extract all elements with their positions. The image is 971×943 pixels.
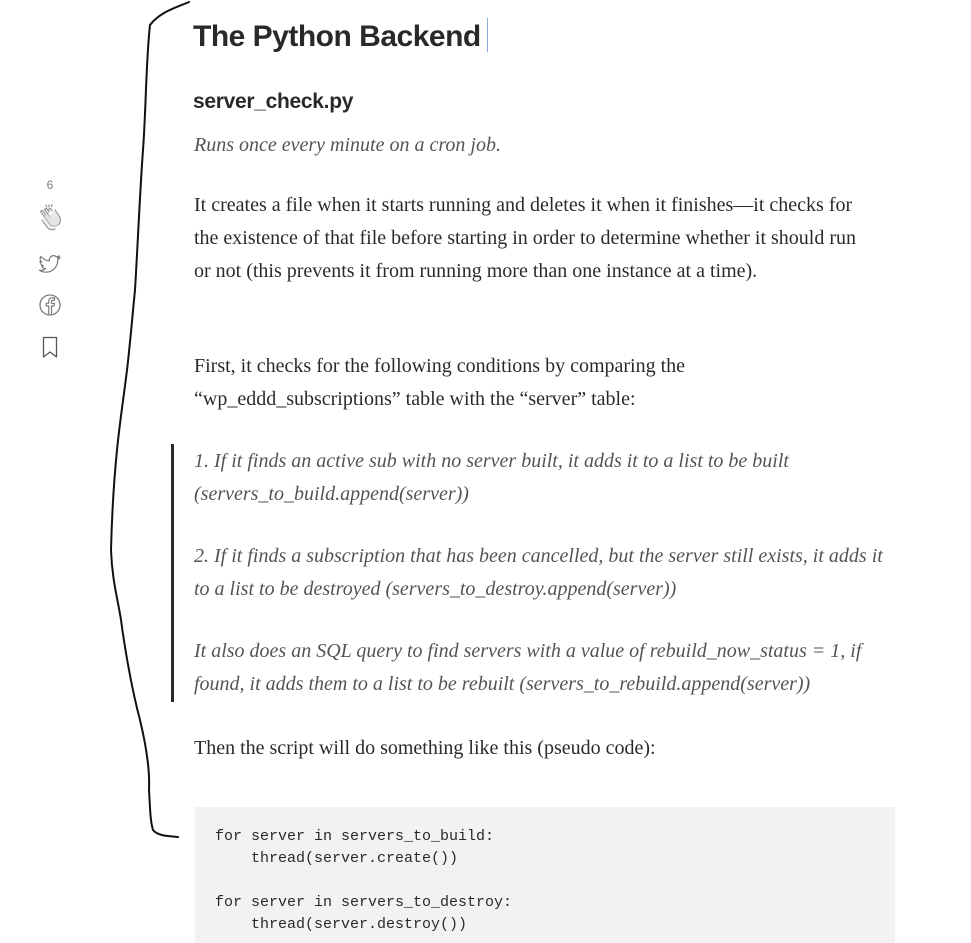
code-line: thread(server.create()) (215, 850, 459, 867)
code-line: for server in servers_to_build: (215, 828, 495, 845)
blockquote-bar (171, 444, 174, 702)
paragraph-pseudo-code: Then the script will do something like this (pseudo code): (194, 737, 656, 759)
code-line: for server in servers_to_destroy: (215, 894, 513, 911)
code-block (195, 807, 895, 943)
section-heading: server_check.py (193, 90, 354, 113)
section-subtitle: Runs once every minute on a cron job. (194, 134, 501, 156)
article-title[interactable] (193, 18, 488, 54)
paragraph-conditions: First, it checks for the following conditions by comparing the “wp_eddd_subscriptions” table with the “server” table: (194, 355, 686, 410)
bookmark-icon[interactable] (34, 331, 66, 363)
article-title-text: The Python Backend (193, 20, 481, 53)
twitter-icon[interactable] (34, 248, 66, 280)
paragraph-file-lock: It creates a file when it starts running and deletes it when it finishes—it checks for the existence of that file before starting in order to determine whether it should run or not (this prevents it from running more than one instance at a time). (194, 194, 857, 282)
quote-item-rebuild: It also does an SQL query to find servers with a value of rebuild_now_status = 1, if found, it adds them to a list to be rebuilt (servers_to_rebuild.append(server)) (194, 640, 862, 695)
quote-item-build: 1. If it finds an active sub with no server built, it adds it to a list to be built (servers_to_build.append(server)) (194, 450, 789, 505)
text-cursor (487, 18, 488, 52)
clap-icon[interactable] (34, 202, 66, 234)
facebook-icon[interactable] (34, 289, 66, 321)
clap-count: 6 (46, 178, 54, 192)
code-line: thread(server.destroy()) (215, 916, 468, 933)
quote-item-destroy: 2. If it finds a subscription that has been cancelled, but the server still exists, it adds it to a list to be destroyed (servers_to_destroy.append(server)) (194, 545, 883, 600)
